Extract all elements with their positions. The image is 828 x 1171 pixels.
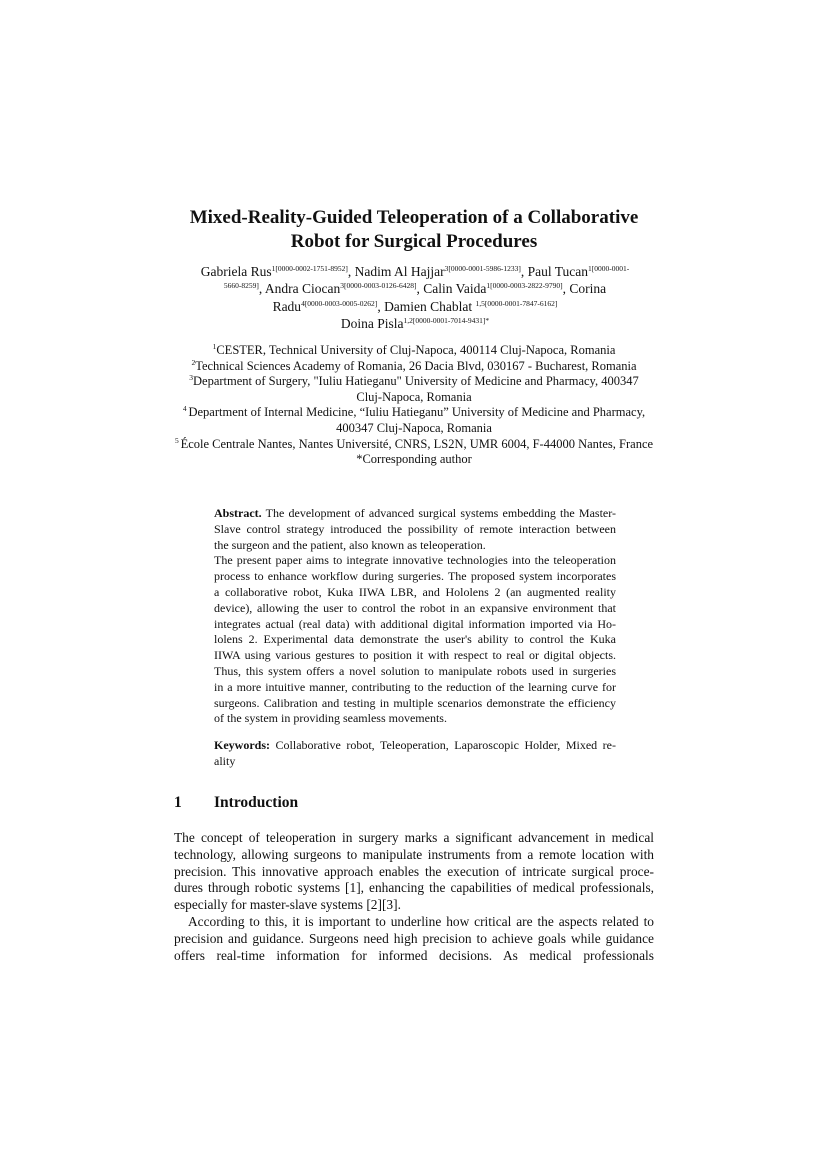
author-name: , Calin Vaida — [416, 280, 487, 296]
body-line: especially for master-slave systems [2][3]. — [174, 897, 401, 913]
affiliation-marker: 1 — [212, 342, 217, 351]
abstract-text: The development of advanced surgical systems embedding the Master- — [261, 506, 616, 520]
abstract-line: integrates actual (real data) with additional digital information imported via Ho- — [214, 616, 616, 631]
affiliation-3 — [140, 374, 688, 390]
affiliation-marker: 4 — [182, 404, 189, 414]
abstract-line: lolens 2. Experimental data demonstrate the user's ability to control the Kuka — [214, 632, 616, 647]
author-orcid: 3[0000-0003-0126-6428] — [340, 280, 417, 290]
abstract-line: device), allowing the user to control the robot in an expansive environment that — [214, 600, 616, 615]
author-orcid: 3[0000-0001-5986-1233] — [444, 264, 521, 273]
author-orcid: 5660-8259] — [223, 280, 259, 290]
author-line-4 — [150, 316, 680, 333]
author-name: , Corina — [562, 280, 607, 296]
affiliations — [140, 343, 688, 468]
author-name: Gabriela Rus — [200, 264, 272, 279]
abstract-line: Slave control strategy introduced the possibility of remote interaction between — [214, 521, 616, 536]
keywords-line: ality — [214, 753, 236, 768]
section-title: Introduction — [214, 794, 299, 811]
affiliation-marker: 3 — [189, 373, 193, 383]
affiliation-3-cont: Cluj-Napoca, Romania — [356, 389, 472, 404]
abstract-line: IIWA using various gestures to position it with respect to real or digital objects. — [214, 648, 616, 663]
author-name: , Paul Tucan — [520, 264, 588, 279]
abstract-line: Thus, this system offers a novel solution to manipulate robots used in surgeries — [214, 663, 616, 678]
author-list — [150, 264, 680, 332]
affiliation-4-cont: 400347 Cluj-Napoca, Romania — [336, 420, 492, 435]
affiliation-marker: 2 — [191, 357, 196, 367]
body-line: According to this, it is important to underline how critical are the aspects related to — [188, 913, 654, 929]
title-line-2: Robot for Surgical Procedures — [290, 231, 538, 252]
affiliation-text: CESTER, Technical University of Cluj-Napoca, 400114 Cluj-Napoca, Romania — [216, 343, 616, 357]
section-number: 1 — [174, 794, 182, 811]
body-line: technology, allowing surgeons to manipulate instruments from a remote location with — [174, 846, 654, 862]
body-line: The concept of teleoperation in surgery marks a significant advancement in medical — [174, 830, 654, 845]
abstract-line: in a more intuitive manner, contributing to the reduction of the learning curve for — [214, 679, 616, 694]
affiliation-2 — [140, 359, 688, 375]
author-orcid: 1[0000-0001- — [587, 264, 630, 273]
body-text — [174, 830, 654, 964]
affiliation-text: École Centrale Nantes, Nantes Université, CNRS, LS2N, UMR 6004, F-44000 Nantes, France — [180, 436, 654, 451]
abstract-line: the surgeon and the patient, also known as teleoperation. — [214, 537, 486, 552]
keywords-line — [214, 738, 616, 754]
author-orcid: 1[0000-0003-2822-9790] — [486, 280, 563, 290]
affiliation-5 — [140, 437, 688, 453]
abstract-line: surgeons. Calibration and testing in multiple scenarios demonstrate the efficiency — [214, 695, 616, 710]
keywords-label: Keywords: — [214, 738, 270, 752]
affiliation-text: Technical Sciences Academy of Romania, 26 Dacia Blvd, 030167 - Bucharest, Romania — [195, 358, 637, 373]
abstract-line — [214, 506, 616, 522]
author-name: , Damien Chablat — [377, 299, 476, 314]
body-line: offers real-time information for informed decisions. As medical professionals — [174, 947, 654, 963]
author-name: , Andra Ciocan — [258, 280, 341, 296]
author-name: Doina Pisla — [340, 315, 404, 331]
corresponding-author: *Corresponding author — [356, 452, 472, 467]
section-heading — [174, 793, 654, 813]
body-line: dures through robotic systems [1], enhancing the capabilities of medical professionals, — [174, 880, 654, 896]
keywords — [214, 738, 616, 770]
author-name: Radu — [272, 299, 302, 314]
author-name: , Nadim Al Hajjar — [347, 264, 445, 279]
body-line: precision and guidance. Surgeons need high precision to achieve goals while guidance — [174, 930, 654, 946]
affiliation-4 — [140, 405, 688, 421]
affiliation-text: Department of Surgery, "Iuliu Hatieganu" University of Medicine and Pharmacy, 400347 — [193, 374, 639, 389]
author-orcid: 4[0000-0003-0005-0262] — [301, 299, 378, 308]
abstract-line: process to enhance workflow during surgeries. The proposed system incorporates — [214, 569, 616, 584]
author-orcid: 1,2[0000-0001-7014-9431]* — [403, 315, 490, 325]
paper-title — [120, 206, 708, 254]
title-line-1: Mixed-Reality-Guided Teleoperation of a Collaborative — [189, 207, 639, 228]
body-line: precision. This innovative approach enables the execution of intricate surgical proce- — [174, 863, 654, 879]
affiliation-marker: 5 — [174, 435, 181, 445]
affiliation-text: Department of Internal Medicine, “Iuliu Hatieganu” University of Medicine and Pharmacy, — [188, 405, 646, 420]
abstract-line: The present paper aims to integrate innovative technologies into the teleoperation — [214, 553, 616, 568]
abstract-line: of the system in providing seamless movements. — [214, 711, 447, 726]
abstract-line: a collaborative robot, Kuka IIWA LBR, and Hololens 2 (an augmented reality — [214, 584, 616, 599]
author-orcid: 1,5[0000-0001-7847-6162] — [475, 299, 558, 308]
keywords-text: Collaborative robot, Teleoperation, Laparoscopic Holder, Mixed re- — [270, 738, 616, 752]
author-orcid: 1[0000-0002-1751-8952] — [271, 264, 348, 273]
abstract — [214, 506, 616, 727]
author-line-3 — [150, 299, 680, 316]
abstract-label: Abstract. — [214, 506, 262, 520]
affiliation-1 — [140, 343, 688, 359]
author-line-1 — [150, 264, 680, 281]
author-line-2 — [150, 281, 680, 300]
